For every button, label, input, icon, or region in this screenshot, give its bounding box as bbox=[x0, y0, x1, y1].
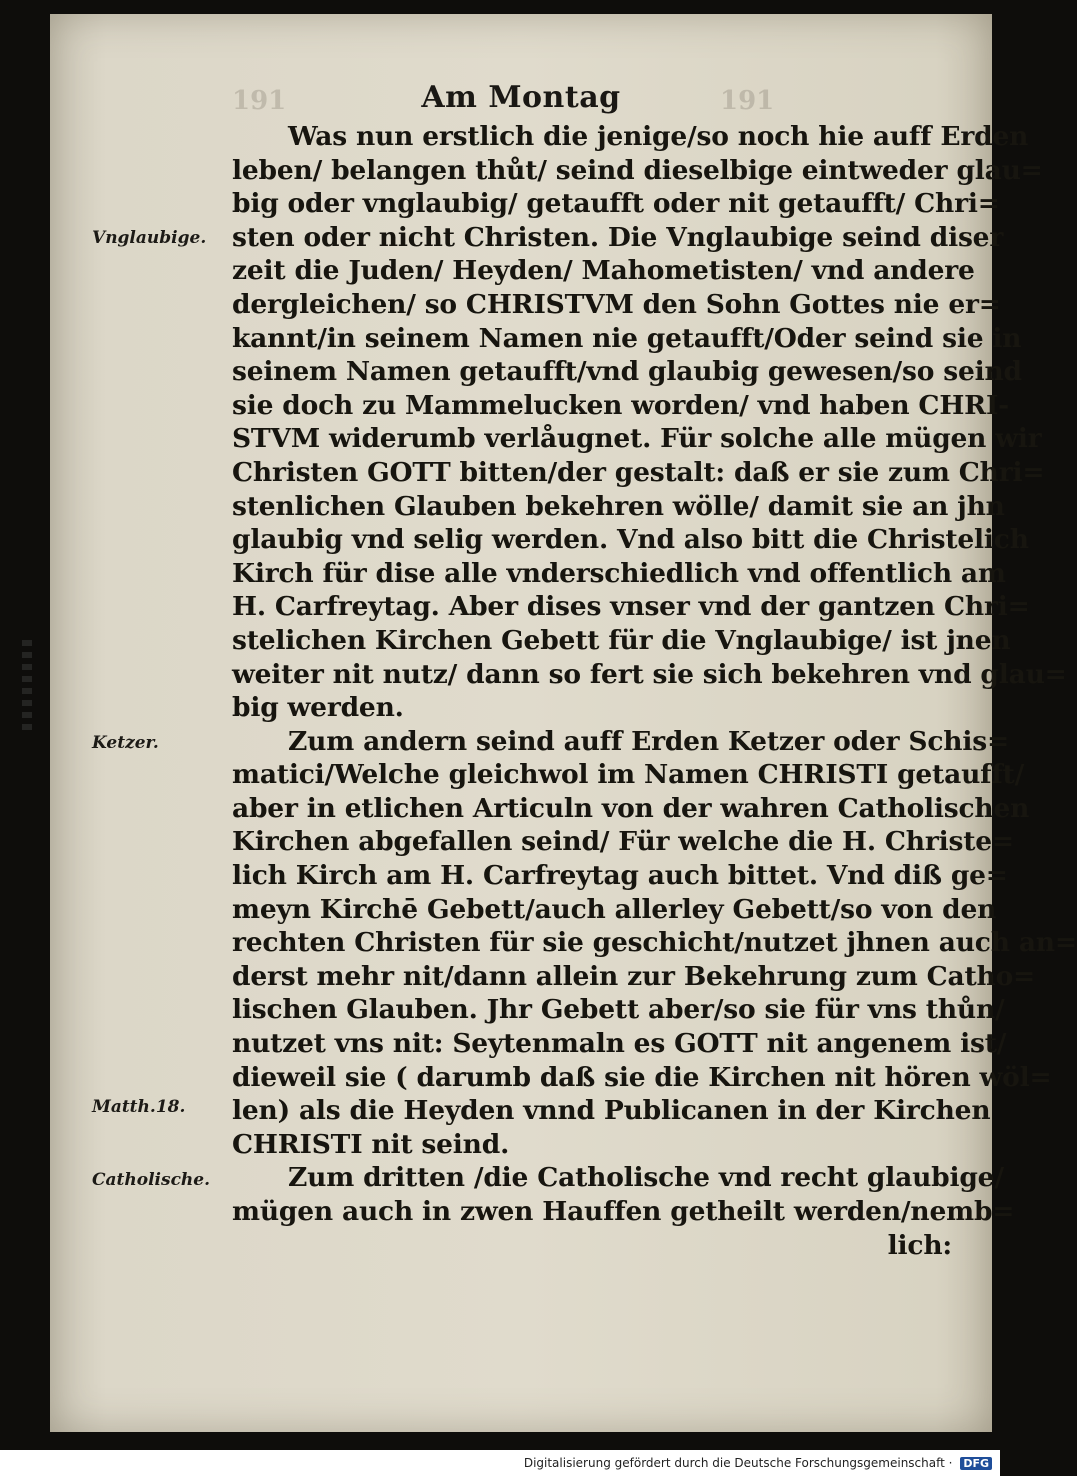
text-line: meyn Kirchē Gebett/auch allerley Gebett/so von den bbox=[232, 893, 997, 925]
text-line: glaubig vnd selig werden. Vnd also bitt die Christelich bbox=[232, 524, 1029, 556]
margin-note-matthew: Matth.18. bbox=[92, 1097, 186, 1117]
margin-note-unbelievers: Vnglaubige. bbox=[92, 228, 207, 248]
text-line: leben/ belangen thůt/ seind dieselbige eintweder glau= bbox=[232, 154, 1043, 186]
bleed-through-right: 191 bbox=[720, 86, 775, 116]
text-line: matici/Welche gleichwol im Namen CHRISTI getaufft/ bbox=[232, 759, 1025, 791]
text-line: stenlichen Glauben bekehren wölle/ damit sie an jhn bbox=[232, 490, 1005, 522]
catchword: lich: bbox=[887, 1229, 952, 1261]
body-text bbox=[232, 120, 1077, 1262]
text-line: big werden. bbox=[232, 692, 404, 724]
running-header: Am Montag bbox=[421, 80, 621, 115]
footer bbox=[524, 1456, 992, 1470]
margin-note-heretics: Ketzer. bbox=[92, 733, 159, 753]
dfg-logo[interactable]: DFG bbox=[960, 1457, 992, 1470]
ruler-mark bbox=[22, 640, 32, 730]
text-line: lich Kirch am H. Carfreytag auch bittet. Vnd diß ge= bbox=[232, 860, 1008, 892]
footer-text: Digitalisierung gefördert durch die Deutsche Forschungsgemeinschaft bbox=[523, 1456, 945, 1470]
text-line: weiter nit nutz/ dann so fert sie sich bekehren vnd glau= bbox=[232, 658, 1067, 690]
text-line: kannt/in seinem Namen nie getaufft/Oder seind sie in bbox=[232, 322, 1022, 354]
text-line: CHRISTI nit seind. bbox=[232, 1128, 510, 1160]
text-line: Zum andern seind auff Erden Ketzer oder Schis= bbox=[288, 725, 1009, 757]
text-line: Was nun erstlich die jenige/so noch hie auff Erden bbox=[288, 121, 1029, 152]
text-line: stelichen Kirchen Gebett für die Vnglaubige/ ist jnen bbox=[232, 624, 1011, 656]
text-line: aber in etlichen Articuln von der wahren Catholischen bbox=[232, 792, 1030, 824]
text-line: mügen auch in zwen Hauffen getheilt werden/nemb= bbox=[232, 1196, 1015, 1227]
footer-separator: · bbox=[948, 1456, 957, 1470]
text-line: seinem Namen getaufft/vnd glaubig gewesen/so seind bbox=[232, 356, 1022, 388]
text-line: nutzet vns nit: Seytenmaln es GOTT nit angenem ist/ bbox=[232, 1028, 1007, 1060]
text-line: lischen Glauben. Jhr Gebett aber/so sie für vns thůn/ bbox=[232, 994, 1005, 1026]
text-line: derst mehr nit/dann allein zur Bekehrung zum Catho= bbox=[232, 960, 1036, 992]
text-line: rechten Christen für sie geschicht/nutzet jhnen auch an= bbox=[232, 927, 1077, 959]
text-line: Kirch für dise alle vnderschiedlich vnd offentlich am bbox=[232, 557, 1006, 589]
text-line: len) als die Heyden vnnd Publicanen in der Kirchen bbox=[232, 1095, 991, 1127]
text-line: dergleichen/ so CHRISTVM den Sohn Gottes nie er= bbox=[232, 288, 1001, 320]
text-line: zeit die Juden/ Heyden/ Mahometisten/ vnd andere bbox=[232, 255, 975, 287]
text-line: big oder vnglaubig/ getaufft oder nit getaufft/ Chri= bbox=[232, 188, 1000, 220]
text-line: Christen GOTT bitten/der gestalt: daß er sie zum Chri= bbox=[232, 456, 1045, 488]
margin-note-catholics: Catholische. bbox=[92, 1170, 211, 1190]
text-line: Kirchen abgefallen seind/ Für welche die H. Christe= bbox=[232, 826, 1014, 858]
text-line: H. Carfreytag. Aber dises vnser vnd der gantzen Chri= bbox=[232, 591, 1030, 623]
bleed-through-left: 191 bbox=[232, 86, 287, 116]
text-line: sie doch zu Mammelucken worden/ vnd haben CHRI- bbox=[232, 389, 1009, 421]
text-line: Zum dritten /die Catholische vnd recht glaubige/ bbox=[288, 1162, 1004, 1194]
text-line: sten oder nicht Christen. Die Vnglaubige seind diser bbox=[232, 221, 1004, 253]
text-line: STVM widerumb verlåugnet. Für solche alle mügen wir bbox=[232, 423, 1042, 455]
text-line: dieweil sie ( darumb daß sie die Kirchen nit hören wöl= bbox=[232, 1061, 1052, 1093]
